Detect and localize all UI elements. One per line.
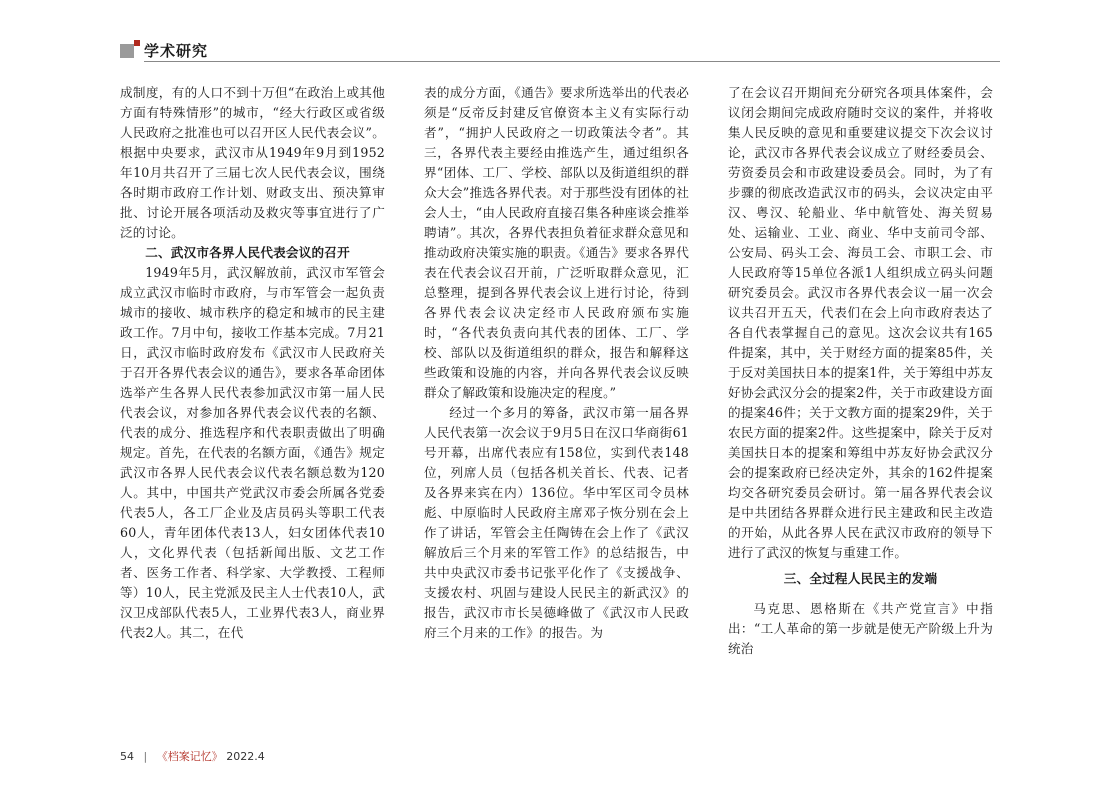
section-marker-accent-icon [134, 40, 140, 46]
section-title: 学术研究 [144, 42, 209, 60]
paragraph: 表的成分方面，《通告》要求所选举出的代表必须是“反帝反封建反官僚资本主义有实际行动者”，“拥护人民政府之一切政策法令者”。其三，各界代表主要经由推选产生，通过组织各界“团体、工厂、学校、部队以及街道组织的群众大会”推选各界代表。对于那些没有团体的社会人士，“由人民政府直接召集各种座谈会推举聘请”。其次，各界代表担负着征求群众意见和推动政府决策实施的职责。《通告》要求各界代表在代表会议召开前，广泛听取群众意见，汇总整理，提到各界代表会议上进行讨论，待到各界代表会议决定经市人民政府颁布实施时，“各代表负责向其代表的团体、工厂、学校、部队以及街道组织的群众，报告和解释这些政策和设施的内容，并向各界代表会议反映群众了解政策和设施决定的程度。” [424, 85, 689, 400]
paragraph: 马克思、恩格斯在《共产党宣言》中指出：“工人革命的第一步就是使无产阶级上升为统治 [728, 601, 993, 656]
paragraph: 1949年5月，武汉解放前，武汉市军管会成立武汉市临时市政府，与市军管会一起负责城市的接收、城市秩序的稳定和城市的民主建政工作。7月中旬，接收工作基本完成。7月21日，武汉市临时政府发布《武汉市人民政府关于召开各界代表会议的通告》，要求各革命团体选举产生各界人民代表参加武汉市第一届人民代表会议，对参加各界代表会议代表的名额、代表的成分、推选程序和代表职责做出了明确规定。首先，在代表的名额方面，《通告》规定武汉市各界人民代表会议代表名额总数为120人。其中，中国共产党武汉市委会所属各党委代表5人，各工厂企业及店员码头等职工代表60人，青年团体代表13人，妇女团体代表10人，文化界代表（包括新闻出版、文艺工作者、医务工作者、科学家、大学教授、工程师等）10人，民主党派及民主人士代表10人，武汉卫戍部队代表5人，工业界代表3人，商业界代表2人。其二，在代 [120, 265, 385, 640]
page-number: 54 [120, 750, 134, 763]
section-header [120, 42, 1000, 66]
footer-separator: | [143, 750, 148, 763]
section-marker-icon [120, 44, 134, 58]
section-heading: 三、全过程人民民主的发端 [783, 571, 938, 586]
column-1 [120, 83, 385, 643]
section-heading: 二、武汉市各界人民代表会议的召开 [145, 245, 350, 260]
journal-name: 《档案记忆》 [156, 750, 223, 763]
paragraph: 经过一个多月的筹备，武汉市第一届各界人民代表第一次会议于9月5日在汉口华商街61号开幕，出席代表应有158位，实到代表148位，列席人员（包括各机关首长、代表、记者及各界来宾在内）136位。华中军区司令员林彪、中原临时人民政府主席邓子恢分别在会上作了讲话，军管会主任陶铸在会上作了《武汉解放后三个月来的军管工作》的总结报告，中共中央武汉市委书记张平化作了《支援战争、支援农村、巩固与建设人民民主的新武汉》的报告，武汉市市长吴德峰做了《武汉市人民政府三个月来的工作》的报告。为 [424, 405, 689, 640]
header-rule [144, 61, 1000, 62]
column-3 [728, 83, 993, 659]
column-2 [424, 83, 689, 643]
paragraph: 成制度，有的人口不到十万但“在政治上或其他方面有特殊情形”的城市，“经大行政区或省级人民政府之批准也可以召开区人民代表会议”。根据中央要求，武汉市从1949年9月到1952年10月共召开了三届七次人民代表会议，围绕各时期市政府工作计划、财政支出、预决算审批、讨论开展各项活动及救灾等事宜进行了广泛的讨论。 [120, 85, 385, 240]
journal-issue: 2022.4 [226, 750, 265, 763]
paragraph: 了在会议召开期间充分研究各项具体案件，会议闭会期间完成政府随时交议的案件，并将收集人民反映的意见和重要建议提交下次会议讨论，武汉市各界代表会议成立了财经委员会、劳资委员会和市政建设委员会。同时，为了有步骤的彻底改造武汉市的码头，会议决定由平汉、粤汉、轮船业、华中航管处、海关贸易处、运输业、工业、商业、华中支前司令部、公安局、码头工会、海员工会、市职工会、市人民政府等15单位各派1人组织成立码头问题研究委员会。武汉市各界代表会议一届一次会议共召开五天，代表们在会上向市政府表达了各自代表掌握自己的意见。这次会议共有165件提案，其中，关于财经方面的提案85件，关于反对美国扶日本的提案1件，关于筹组中苏友好协会武汉分会的提案2件，关于市政建设方面的提案46件；关于文教方面的提案29件，关于农民方面的提案2件。这些提案中，除关于反对美国扶日本的提案和筹组中苏友好协会武汉分会的提案政府已经决定外，其余的162件提案均交各研究委员会研讨。第一届各界代表会议是中共团结各界群众进行民主建政和民主改造的开始，从此各界人民在武汉市政府的领导下进行了武汉的恢复与重建工作。 [728, 85, 993, 560]
page-footer [120, 748, 265, 764]
